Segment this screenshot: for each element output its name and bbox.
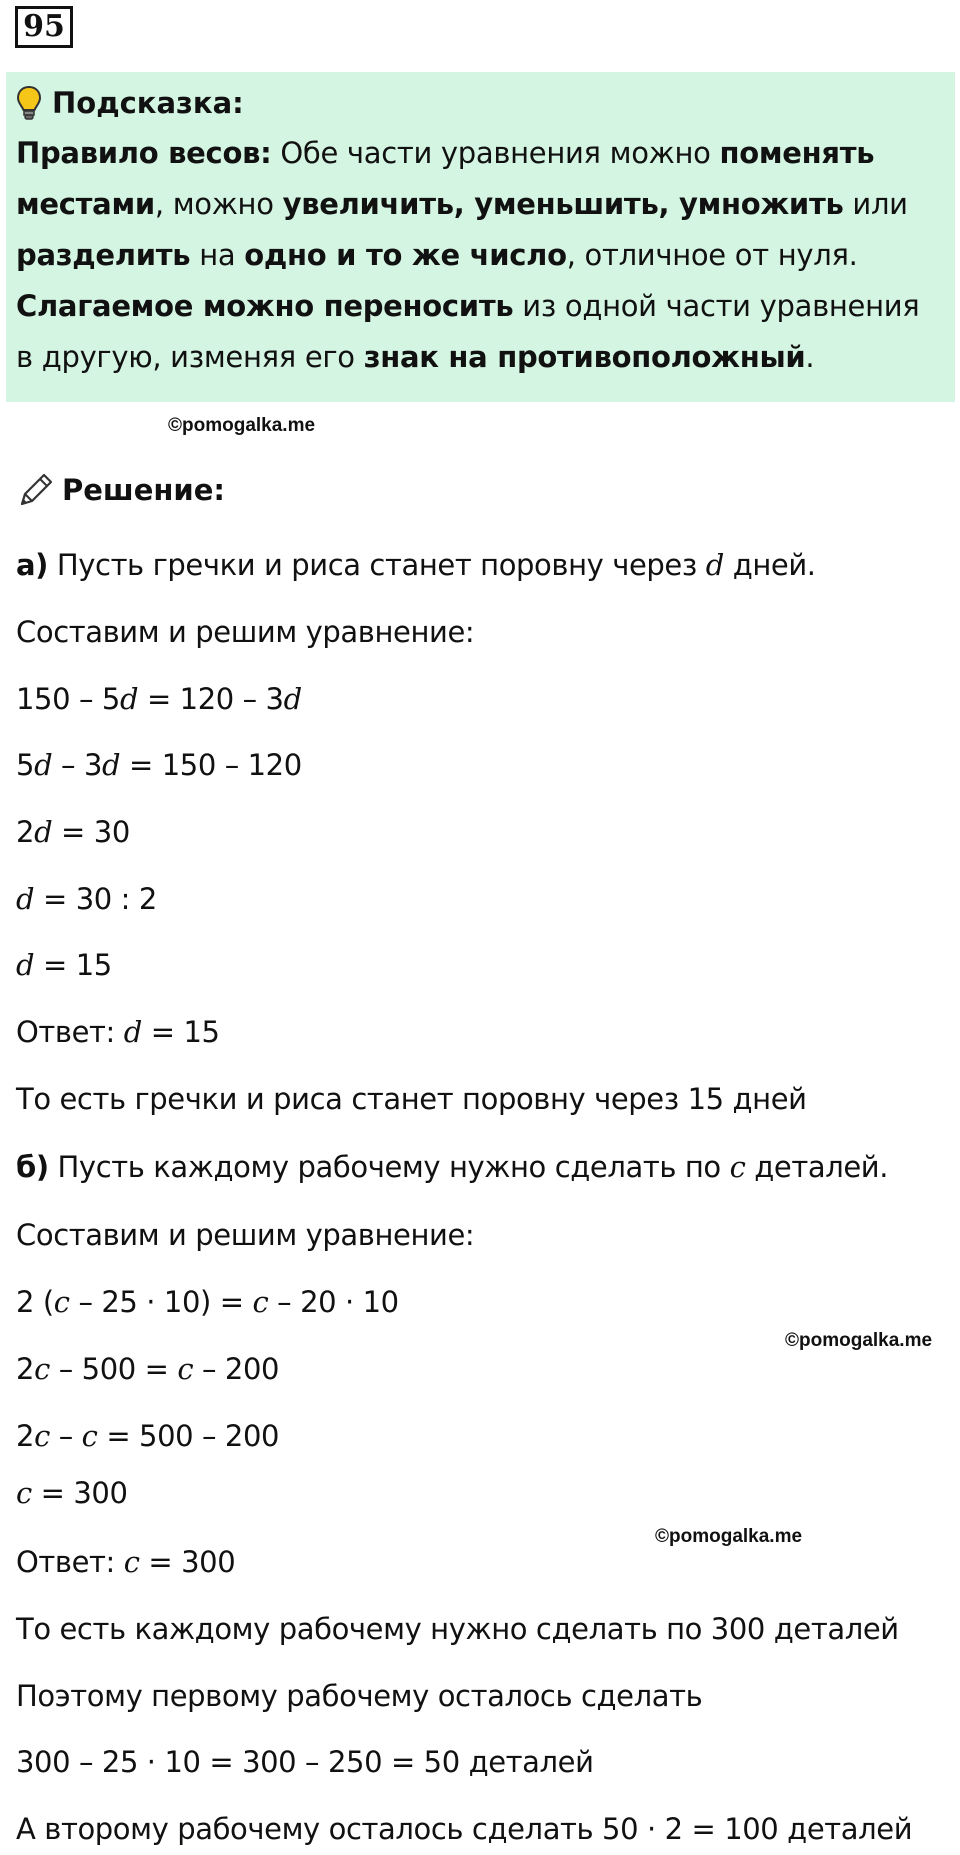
compose-text: Составим и решим уравнение: — [16, 1218, 475, 1252]
equation-a-3 — [16, 815, 130, 849]
variable-c: c — [34, 1352, 50, 1386]
variable-d: d — [34, 748, 53, 782]
watermark: ©pomogalka.me — [655, 1526, 803, 1547]
variable-d: d — [102, 748, 121, 782]
text-span: = 30 — [52, 815, 130, 849]
equation-a-1 — [16, 682, 302, 716]
watermark: ©pomogalka.me — [168, 415, 316, 436]
pencil-icon — [16, 470, 56, 510]
text-span: – 3 — [52, 748, 103, 782]
equation-a-4 — [16, 882, 157, 916]
text-span: 2 — [16, 815, 35, 849]
lightbulb-icon — [16, 85, 42, 121]
answer-label: Ответ: — [16, 1545, 124, 1579]
variable-c: c — [53, 1285, 70, 1319]
text-span: = 120 – 3 — [138, 682, 284, 716]
hint-box — [6, 72, 955, 402]
variable-d: d — [705, 548, 724, 582]
text-span: – 25 · 10) = — [69, 1285, 253, 1319]
text-span: = 15 — [141, 1015, 220, 1049]
text-span: деталей. — [745, 1150, 889, 1184]
hint-text-span: . — [805, 340, 815, 374]
equation-b-2 — [16, 1352, 279, 1386]
text-span: Пусть гречки и риса станет поровну через — [48, 548, 706, 582]
task-number: 95 — [15, 6, 73, 48]
solution-title-text: Решение: — [62, 473, 226, 507]
hint-bold-span: Слагаемое можно переносить — [16, 289, 514, 323]
hint-title-text: Подсказка: — [52, 86, 244, 120]
text-span: = 300 — [139, 1545, 236, 1579]
text-span: 5 — [16, 748, 35, 782]
text-span: = 30 : 2 — [34, 882, 157, 916]
text-span: = 15 — [34, 948, 112, 982]
variable-c: c — [16, 1476, 32, 1510]
compose-text: Составим и решим уравнение: — [16, 615, 475, 649]
variable-d: d — [123, 1015, 142, 1049]
text-span: = 300 — [31, 1476, 128, 1510]
hint-text-span: из одной части уравнения в другую, изменяя его — [16, 289, 920, 374]
text-span: = 150 – 120 — [120, 748, 302, 782]
solution-title — [16, 470, 225, 510]
part-a-label: а) — [16, 548, 49, 582]
part-b-intro — [16, 1150, 888, 1184]
answer-b — [16, 1545, 235, 1579]
hint-text-span: или — [843, 187, 908, 221]
equation-b-3 — [16, 1419, 279, 1453]
text-span: – — [49, 1419, 82, 1453]
text-span: 2 — [16, 1352, 35, 1386]
text-span: – 500 = — [49, 1352, 178, 1386]
second-worker-text: А второму рабочему осталось сделать 50 · 2 = 100 деталей — [16, 1812, 913, 1846]
hint-title — [16, 80, 943, 126]
variable-d: d — [34, 815, 53, 849]
first-worker-calc: 300 – 25 · 10 = 300 – 250 = 50 деталей — [16, 1745, 594, 1779]
variable-d: d — [16, 948, 35, 982]
equation-b-1 — [16, 1285, 399, 1319]
variable-c: c — [729, 1150, 746, 1184]
text-span: – 200 — [193, 1352, 280, 1386]
variable-d: d — [119, 682, 139, 716]
hint-bold-span: знак на противоположный — [363, 340, 806, 374]
equation-a-5 — [16, 948, 112, 982]
variable-c: c — [123, 1545, 140, 1579]
text-span: – 20 · 10 — [268, 1285, 399, 1319]
hint-bold-span: одно и то же число — [244, 238, 567, 272]
text-span: 2 ( — [16, 1285, 54, 1319]
variable-c: c — [34, 1419, 50, 1453]
hint-text-span: Обе части уравнения можно — [271, 136, 720, 170]
hint-paragraph-1 — [16, 128, 943, 383]
variable-c: c — [252, 1285, 269, 1319]
watermark: ©pomogalka.me — [785, 1330, 933, 1351]
hint-text-span: , отличное от нуля. — [566, 238, 858, 272]
conclusion-b: То есть каждому рабочему нужно сделать по 300 деталей — [16, 1612, 899, 1646]
part-a-intro — [16, 548, 816, 582]
rule-label: Правило весов: — [16, 136, 272, 170]
equation-b-4 — [16, 1476, 128, 1510]
answer-a — [16, 1015, 220, 1049]
hint-bold-span: разделить — [16, 238, 191, 272]
first-worker-text: Поэтому первому рабочему осталось сделать — [16, 1679, 703, 1713]
part-b-label: б) — [16, 1150, 49, 1184]
equation-a-2 — [16, 748, 302, 782]
text-span: дней. — [723, 548, 816, 582]
hint-text-span: , можно — [154, 187, 283, 221]
text-span: = 500 – 200 — [97, 1419, 280, 1453]
variable-d: d — [16, 882, 35, 916]
hint-text-span: на — [190, 238, 245, 272]
variable-c: c — [177, 1352, 194, 1386]
text-span: 150 – 5 — [16, 682, 120, 716]
variable-c: c — [81, 1419, 98, 1453]
hint-bold-span: увеличить, уменьшить, умножить — [282, 187, 844, 221]
text-span: Пусть каждому рабочему нужно сделать по — [48, 1150, 730, 1184]
answer-label: Ответ: — [16, 1015, 124, 1049]
hint-bold-span: поменять местами — [16, 136, 875, 221]
variable-d: d — [283, 682, 302, 716]
text-span: 2 — [16, 1419, 35, 1453]
conclusion-a: То есть гречки и риса станет поровну через 15 дней — [16, 1082, 807, 1116]
